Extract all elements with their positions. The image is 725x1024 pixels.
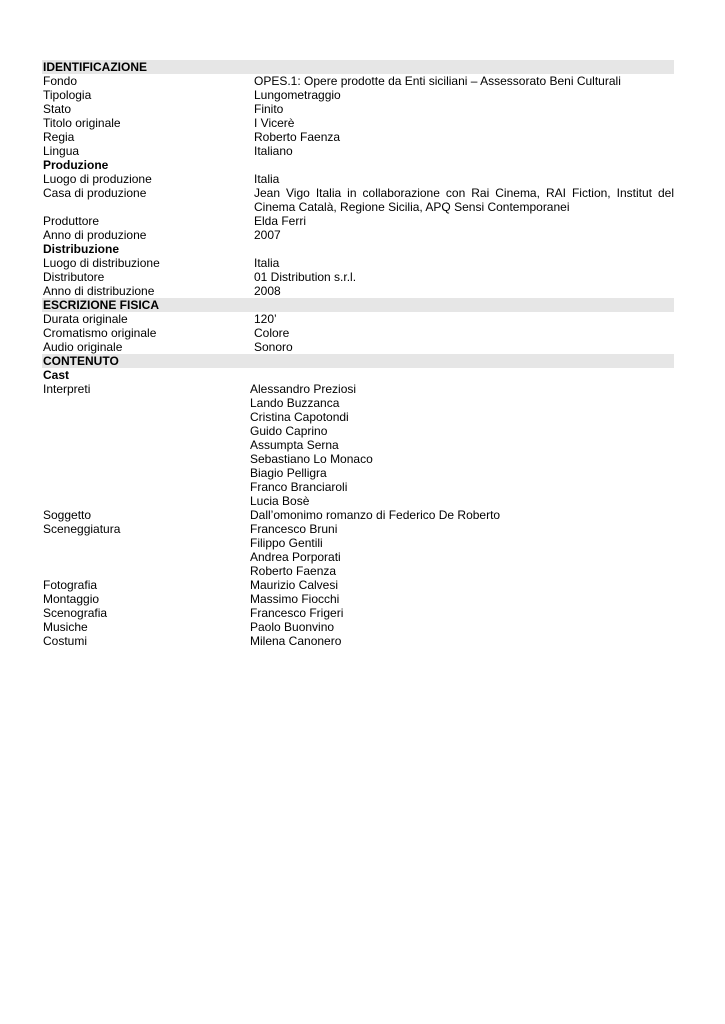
cast-name: Lando Buzzanca [250, 396, 340, 410]
field-row-interpreti [42, 382, 674, 508]
field-row-titolo-originale [42, 116, 674, 130]
field-label: Fondo [43, 74, 78, 88]
field-row-stato [42, 102, 674, 116]
field-value: Elda Ferri [254, 214, 307, 228]
field-row-regia [42, 130, 674, 144]
field-value: Dall’omonimo romanzo di Federico De Roberto [250, 508, 501, 522]
section-heading-identificazione: IDENTIFICAZIONE [42, 60, 674, 74]
cast-name: Cristina Capotondi [250, 410, 349, 424]
field-label: Regia [43, 130, 75, 144]
field-value: Finito [254, 102, 284, 116]
field-value: Italia [254, 256, 280, 270]
subsection-heading-produzione: Produzione [43, 158, 109, 172]
field-row-distributore [42, 270, 674, 284]
field-value: Milena Canonero [250, 634, 342, 648]
cast-name: Assumpta Serna [250, 438, 339, 452]
field-label: Distributore [43, 270, 105, 284]
field-label: Scenografia [43, 606, 108, 620]
field-row-produttore [42, 214, 674, 228]
field-label: Soggetto [43, 508, 92, 522]
field-value: Lungometraggio [254, 88, 341, 102]
field-label: Fotografia [43, 578, 98, 592]
cast-name: Guido Caprino [250, 424, 328, 438]
field-label: Montaggio [43, 592, 100, 606]
field-row-sceneggiatura [42, 522, 674, 578]
field-row-anno-di-distribuzione [42, 284, 674, 298]
field-value: Massimo Fiocchi [250, 592, 340, 606]
field-row-costumi [42, 634, 674, 648]
subsection-heading-cast: Cast [43, 368, 70, 382]
field-value: Roberto Faenza [254, 130, 341, 144]
field-label: Musiche [43, 620, 88, 634]
field-row-lingua [42, 144, 674, 158]
field-value: Italia [254, 172, 280, 186]
screenwriter-list [250, 522, 674, 578]
field-label: Tipologia [43, 88, 92, 102]
field-label: Cromatismo originale [43, 326, 157, 340]
cast-name: Franco Branciaroli [250, 480, 348, 494]
field-label: Casa di produzione [43, 186, 147, 200]
field-label: Durata originale [43, 312, 128, 326]
field-label: Interpreti [43, 382, 91, 396]
field-row-soggetto [42, 508, 674, 522]
field-row-fondo [42, 74, 674, 88]
field-row-montaggio [42, 592, 674, 606]
field-value: Paolo Buonvino [250, 620, 335, 634]
field-label: Stato [43, 102, 72, 116]
field-value: 01 Distribution s.r.l. [254, 270, 357, 284]
field-row-luogo-di-distribuzione [42, 256, 674, 270]
cast-name: Lucia Bosè [250, 494, 310, 508]
field-value: Colore [254, 326, 290, 340]
cast-name: Biagio Pelligra [250, 466, 327, 480]
section-heading-descrizione-fisica: ESCRIZIONE FISICA [42, 298, 674, 312]
screenwriter-name: Filippo Gentili [250, 536, 323, 550]
field-value: Francesco Frigeri [250, 606, 344, 620]
cast-name: Alessandro Preziosi [250, 382, 357, 396]
field-row-casa-di-produzione [42, 186, 674, 214]
screenwriter-name: Francesco Bruni [250, 522, 338, 536]
field-label: Produttore [43, 214, 100, 228]
subsection-heading-distribuzione: Distribuzione [43, 242, 120, 256]
field-label: Anno di produzione [43, 228, 147, 242]
field-row-durata-originale [42, 312, 674, 326]
field-label: Luogo di produzione [43, 172, 152, 186]
field-value: I Vicerè [254, 116, 295, 130]
field-row-audio-originale [42, 340, 674, 354]
field-label: Titolo originale [43, 116, 121, 130]
field-value: 2007 [254, 228, 281, 242]
screenwriter-name: Andrea Porporati [250, 550, 341, 564]
screenwriter-name: Roberto Faenza [250, 564, 337, 578]
cast-list [250, 382, 674, 508]
cast-name: Sebastiano Lo Monaco [250, 452, 373, 466]
film-record-sheet [42, 60, 674, 648]
field-label: Audio originale [43, 340, 123, 354]
field-value: 120’ [254, 312, 277, 326]
field-value: Maurizio Calvesi [250, 578, 339, 592]
field-label: Lingua [43, 144, 80, 158]
field-row-scenografia [42, 606, 674, 620]
section-heading-contenuto: CONTENUTO [42, 354, 674, 368]
field-value: Jean Vigo Italia in collaborazione con Rai Cinema, RAI Fiction, Institut del Cinema Català, Regione Sicilia, APQ Sensi Contemporanei [254, 186, 674, 214]
field-label: Luogo di distribuzione [43, 256, 160, 270]
field-label: Sceneggiatura [43, 522, 121, 536]
field-row-tipologia [42, 88, 674, 102]
field-row-musiche [42, 620, 674, 634]
field-label: Anno di distribuzione [43, 284, 155, 298]
field-value: 2008 [254, 284, 281, 298]
field-row-cromatismo-originale [42, 326, 674, 340]
field-row-anno-di-produzione [42, 228, 674, 242]
field-value: Italiano [254, 144, 293, 158]
field-row-luogo-di-produzione [42, 172, 674, 186]
field-row-fotografia [42, 578, 674, 592]
field-label: Costumi [43, 634, 88, 648]
field-value: OPES.1: Opere prodotte da Enti siciliani – Assessorato Beni Culturali [254, 74, 621, 88]
field-value: Sonoro [254, 340, 293, 354]
